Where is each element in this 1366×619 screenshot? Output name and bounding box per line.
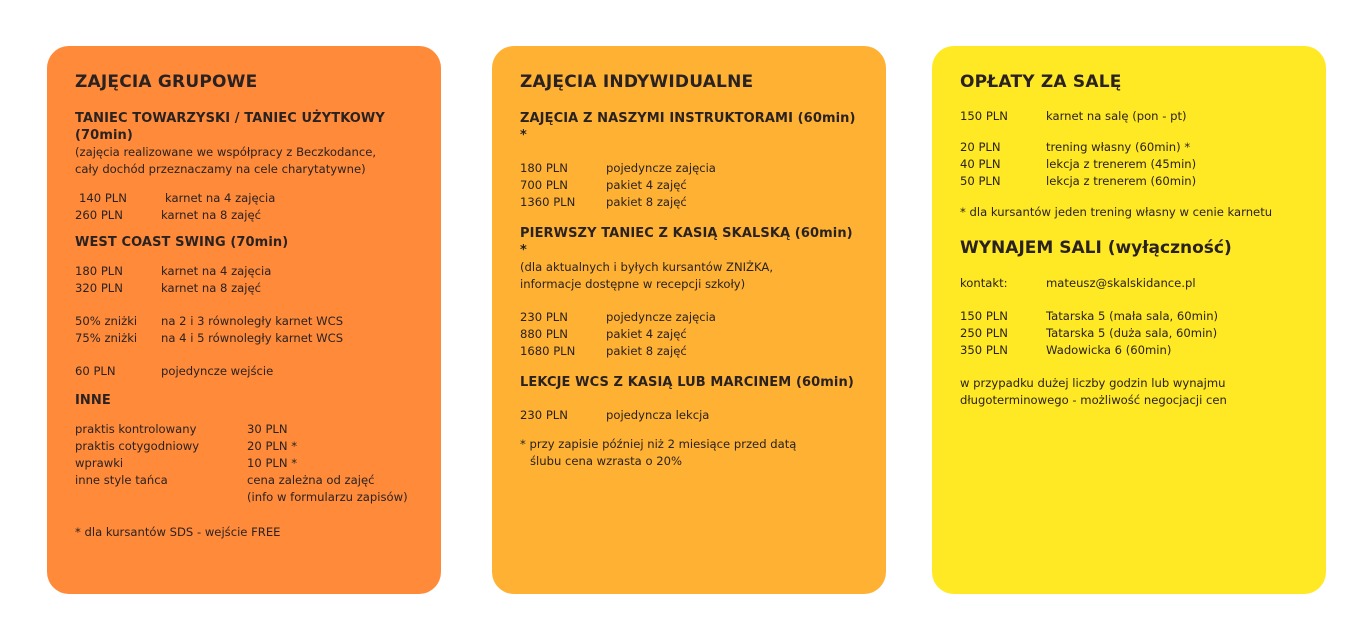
price: 320 PLN (75, 281, 123, 295)
hall-footnote: * dla kursantów jeden trening własny w cenie karnetu (960, 205, 1273, 219)
other-name: inne style tańca (75, 473, 168, 487)
price-row (960, 325, 1298, 342)
group-footnote: * dla kursantów SDS - wejście FREE (75, 525, 281, 539)
ballroom-note-2: cały dochód przeznaczamy na cele charytatywne) (75, 162, 366, 176)
other-price: 20 PLN * (247, 439, 298, 453)
price-desc: trening własny (60min) * (1046, 140, 1191, 154)
other-price: 10 PLN * (247, 456, 298, 470)
discount-row (75, 313, 413, 330)
price-row (75, 263, 413, 280)
price: 40 PLN (960, 157, 1001, 171)
price-desc: karnet na salę (pon - pt) (1046, 109, 1187, 123)
price: 1360 PLN (520, 195, 576, 209)
price-desc: karnet na 4 zajęcia (161, 264, 272, 278)
price: 180 PLN (520, 161, 568, 175)
wcs-heading: WEST COAST SWING (70min) (75, 235, 289, 250)
individual-footnote-1: * przy zapisie później niż 2 miesiące przed datą (520, 437, 797, 451)
rental-title: WYNAJEM SALI (wyłączność) (960, 238, 1232, 258)
price: 250 PLN (960, 326, 1008, 340)
price-desc: pojedyncza lekcja (606, 408, 710, 422)
other-extra: (info w formularzu zapisów) (247, 490, 408, 504)
price-row (960, 173, 1298, 190)
price: 260 PLN (75, 208, 123, 222)
other-price: cena zależna od zajęć (247, 473, 375, 487)
hall-fees-card (932, 46, 1326, 594)
contact-label: kontakt: (960, 276, 1008, 290)
price: 230 PLN (520, 310, 568, 324)
price: 150 PLN (960, 109, 1008, 123)
price-desc: Wadowicka 6 (60min) (1046, 343, 1172, 357)
price: 230 PLN (520, 408, 568, 422)
wcs-lessons-heading: LEKCJE WCS Z KASIĄ LUB MARCINEM (60min) (520, 375, 854, 390)
individual-title: ZAJĘCIA INDYWIDUALNE (520, 72, 754, 92)
price-desc: pojedyncze wejście (161, 364, 274, 378)
price: 140 PLN (79, 191, 127, 205)
price-row (520, 309, 858, 326)
other-row (75, 421, 413, 438)
price-desc: Tatarska 5 (mała sala, 60min) (1046, 309, 1219, 323)
other-row (75, 472, 413, 489)
price-desc: lekcja z trenerem (45min) (1046, 157, 1197, 171)
price: 50 PLN (960, 174, 1001, 188)
other-name: praktis kontrolowany (75, 422, 197, 436)
price-row (960, 139, 1298, 156)
discount: 75% zniżki (75, 331, 138, 345)
price-row (520, 177, 858, 194)
price: 180 PLN (75, 264, 123, 278)
other-row (75, 455, 413, 472)
price-row (960, 156, 1298, 173)
contact-row (960, 275, 1298, 292)
ballroom-heading: TANIEC TOWARZYSKI / TANIEC UŻYTKOWY (70min) (75, 111, 385, 143)
first-dance-note-1: (dla aktualnych i byłych kursantów ZNIŻKA, (520, 260, 774, 274)
individual-classes-card (492, 46, 886, 594)
price-desc: pakiet 8 zajęć (606, 344, 687, 358)
discount: 50% zniżki (75, 314, 138, 328)
price: 1680 PLN (520, 344, 576, 358)
instructors-heading: ZAJĘCIA Z NASZYMI INSTRUKTORAMI (60min) * (520, 111, 856, 143)
price-row (520, 194, 858, 211)
price-row (520, 407, 858, 424)
ballroom-note-1: (zajęcia realizowane we współpracy z Beczkodance, (75, 145, 377, 159)
price-row (75, 190, 413, 207)
first-dance-note-2: informacje dostępne w recepcji szkoły) (520, 277, 746, 291)
other-row (75, 438, 413, 455)
price-row (75, 207, 413, 224)
price: 350 PLN (960, 343, 1008, 357)
price-desc: karnet na 4 zajęcia (165, 191, 276, 205)
other-name: wprawki (75, 456, 124, 470)
price-row (75, 280, 413, 297)
price-desc: pakiet 4 zajęć (606, 178, 687, 192)
discount-desc: na 4 i 5 równoległy karnet WCS (161, 331, 344, 345)
rental-note-1: w przypadku dużej liczby godzin lub wynajmu (960, 376, 1226, 390)
group-title: ZAJĘCIA GRUPOWE (75, 72, 258, 92)
price-desc: Tatarska 5 (duża sala, 60min) (1046, 326, 1218, 340)
price-desc: pakiet 8 zajęć (606, 195, 687, 209)
price: 880 PLN (520, 327, 568, 341)
other-price: 30 PLN (247, 422, 288, 436)
single-entry-row (75, 363, 413, 380)
price-desc: pojedyncze zajęcia (606, 310, 716, 324)
price: 60 PLN (75, 364, 116, 378)
discount-desc: na 2 i 3 równoległy karnet WCS (161, 314, 344, 328)
price-desc: pojedyncze zajęcia (606, 161, 716, 175)
price: 150 PLN (960, 309, 1008, 323)
price-desc: lekcja z trenerem (60min) (1046, 174, 1197, 188)
price: 700 PLN (520, 178, 568, 192)
first-dance-heading: PIERWSZY TANIEC Z KASIĄ SKALSKĄ (60min) * (520, 226, 853, 258)
price-row (960, 342, 1298, 359)
price-row (520, 160, 858, 177)
individual-footnote-2: ślubu cena wzrasta o 20% (530, 454, 683, 468)
price-desc: pakiet 4 zajęć (606, 327, 687, 341)
price-desc: karnet na 8 zajęć (161, 208, 262, 222)
price-row (960, 108, 1298, 125)
price-row (960, 308, 1298, 325)
other-name: praktis cotygodniowy (75, 439, 200, 453)
price-desc: karnet na 8 zajęć (161, 281, 262, 295)
contact-email-link[interactable]: mateusz@skalskidance.pl (1046, 276, 1196, 290)
rental-note-2: długoterminowego - możliwość negocjacji cen (960, 393, 1227, 407)
price: 20 PLN (960, 140, 1001, 154)
other-extra-row (75, 489, 413, 506)
price-row (520, 343, 858, 360)
price-row (520, 326, 858, 343)
other-heading: INNE (75, 393, 111, 408)
hall-title: OPŁATY ZA SALĘ (960, 72, 1122, 92)
group-classes-card (47, 46, 441, 594)
discount-row (75, 330, 413, 347)
